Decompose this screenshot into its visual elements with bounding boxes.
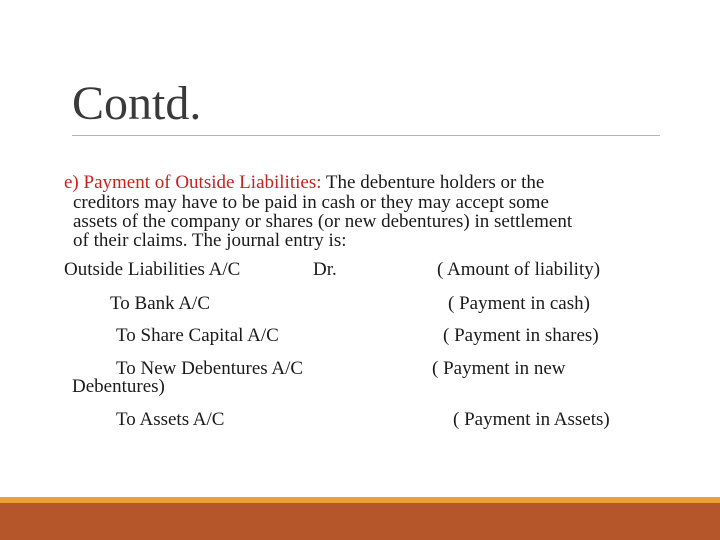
journal-entry-account: To Bank A/C — [110, 293, 211, 314]
footer-band — [0, 503, 720, 540]
paragraph-line-2: creditors may have to be paid in cash or they may accept some — [73, 192, 549, 213]
journal-entry-amount: ( Payment in new — [432, 358, 566, 379]
paragraph-first-line-rest: The debenture holders or the — [321, 172, 545, 193]
journal-dr-label: Dr. — [313, 259, 337, 280]
paragraph-first-line — [64, 173, 544, 194]
paragraph-line-4: of their claims. The journal entry is: — [73, 230, 347, 251]
title-divider — [72, 135, 660, 136]
paragraph-line-3: assets of the company or shares (or new debentures) in settlement — [73, 211, 573, 232]
journal-entry-amount: ( Payment in cash) — [448, 293, 590, 314]
journal-entry-amount: ( Payment in Assets) — [453, 409, 610, 430]
journal-entry-account-continued: Debentures) — [72, 376, 165, 397]
journal-entry-account: To New Debentures A/C — [116, 358, 304, 379]
journal-entry-account: To Assets A/C — [116, 409, 225, 430]
journal-entry-amount: ( Payment in shares) — [443, 325, 599, 346]
paragraph-lead: e) Payment of Outside Liabilities: — [64, 172, 322, 193]
journal-debit-account: Outside Liabilities A/C — [64, 259, 241, 280]
journal-entry-account: To Share Capital A/C — [116, 325, 279, 346]
journal-debit-amount: ( Amount of liability) — [437, 259, 601, 280]
slide-title: Contd. — [72, 77, 202, 130]
